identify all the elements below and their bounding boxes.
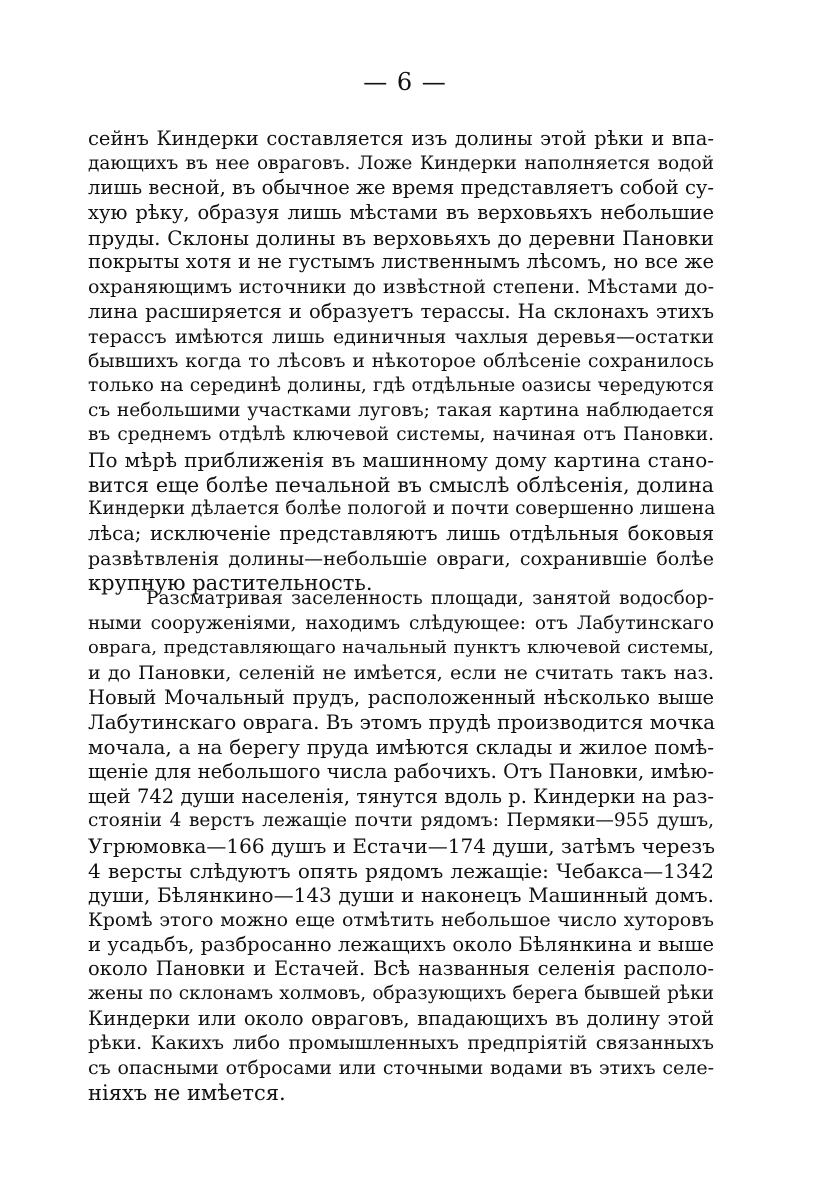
text-line: хую рѣку, образуя лишь мѣстами въ верховьяхъ небольшие [88,201,714,225]
text-line: сейнъ Киндерки составляется изъ долины этой рѣки и впа- [88,127,714,150]
text-line: рѣки. Какихъ либо промышленныхъ предпріятій связанныхъ [88,1032,714,1055]
text-line: только на серединѣ долины, гдѣ отдѣльные оазисы чередуются [88,374,714,396]
text-line: пруды. Склоны долины въ верховьяхъ до деревни Пановки [88,225,714,250]
text-line: щеніе для небольшого числа рабочихъ. Отъ Пановки, имѣю- [88,759,714,783]
text-line: Разсматривая заселенность площади, занятой водосбор- [146,588,714,609]
text-line: Киндерки или около овраговъ, впадающихъ въ долину этой [88,1006,714,1030]
text-line: Угрюмовка—166 душъ и Естачи—174 души, затѣмъ черезъ [88,833,715,858]
text-line: дающихъ въ нее овраговъ. Ложе Киндерки наполняется водой [88,152,714,174]
text-line: ніяхъ не имѣется. [88,1080,286,1105]
text-line: терассъ имѣются лишь единичныя чахлыя деревья—остатки [88,325,714,348]
text-line: лѣса; исключеніе представляютъ лишь отдѣльныя боковыя [88,522,714,545]
text-line: Кромѣ этого можно еще отмѣтить небольшое число хуторовъ [88,908,714,931]
text-line: и до Пановки, селеній не имѣется, если не считать такъ наз. [88,662,714,685]
text-line: мочала, а на берегу пруда имѣются склады и жилое помѣ- [88,735,714,760]
text-line: Новый Мочальный прудъ, расположенный нѣсколько выше [88,685,714,709]
text-line: 4 версты слѣдуютъ опять рядомъ лежащіе: Чебакса—1342 [88,858,714,883]
text-line: развѣтвленія долины—небольшіе овраги, сохранившіе болѣе [88,547,714,570]
text-line: около Пановки и Естачей. Всѣ названныя селенія располо- [88,957,714,981]
paragraph-2 [88,587,714,1105]
page-number: — 6 — [363,68,447,96]
text-line: охраняющимъ источники до извѣстной степени. Мѣстами до- [88,276,714,299]
text-line: лишь весной, въ обычное же время представляетъ собой су- [88,176,714,200]
text-line: въ среднемъ отдѣлѣ ключевой системы, начиная отъ Пановки. [88,424,714,446]
text-line: По мѣрѣ приближенія въ машинному дому картина стано- [88,447,714,472]
text-line: бывшихъ когда то лѣсовъ и нѣкоторое облѣсеніе сохранилось [88,350,714,373]
text-line: и усадьбъ, разбросанно лежащихъ около Бѣлянкина и выше [88,932,714,956]
text-line: жены по склонамъ холмовъ, образующихъ берега бывшей рѣки [88,983,714,1004]
text-line: щей 742 души населенія, тянутся вдоль р. Киндерки на раз- [88,784,714,808]
text-line: стояніи 4 верстъ лежащіе почти рядомъ: Пермяки—955 душъ, [88,810,714,832]
text-line: ными сооруженіями, находимъ слѣдующее: отъ Лабутинскаго [88,612,714,634]
text-line: оврага, представляющаго начальный пунктъ ключевой системы, [88,637,714,659]
text-line: души, Бѣлянкино—143 души и наконецъ Машинный домъ. [88,883,714,908]
text-line: вится еще болѣе печальной въ смыслѣ облѣсенія, долина [88,472,714,497]
text-line: Лабутинскаго оврага. Въ этомъ прудѣ производится мочка [88,710,715,735]
text-line: съ опасными отбросами или сточными водами въ этихъ селе- [88,1057,714,1080]
text-line: лина расширяется и образуетъ терассы. На склонахъ этихъ [88,299,714,323]
paragraph-1 [88,127,714,596]
text-line: крупную растительность. [88,571,373,596]
text-line: Киндерки дѣлается болѣе пологой и почти совершенно лишена [88,498,716,520]
text-line: покрыты хотя и не густымъ лиственнымъ лѣсомъ, но все же [88,250,714,274]
text-line: съ небольшими участками луговъ; такая картина наблюдается [88,399,714,421]
